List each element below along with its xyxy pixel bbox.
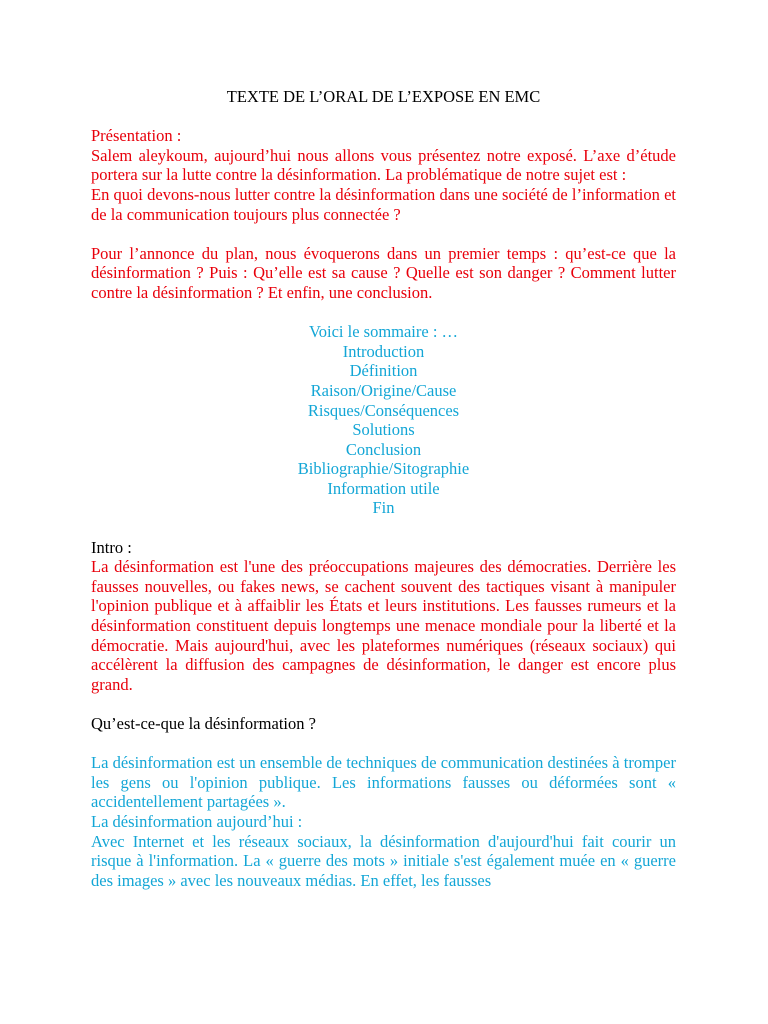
today-subheading: La désinformation aujourd’hui : xyxy=(91,811,303,831)
summary-item: Introduction xyxy=(342,341,425,361)
summary-item: Définition xyxy=(349,361,418,381)
summary-item: Bibliographie/Sitographie xyxy=(297,459,470,479)
summary-item: Fin xyxy=(372,498,395,518)
problematic-paragraph: En quoi devons-nous lutter contre la désinformation dans une société de l’information et de la communication toujours plus connectée ? xyxy=(91,184,676,224)
intro-paragraph: La désinformation est l'une des préoccupations majeures des démocraties. Derrière les fausses nouvelles, ou fakes news, se cachent souvent des tactiques visant à manipuler l'opinion publique et à affaiblir les États et leurs institutions. Les fausses rumeurs et la désinformation constituent depuis longtemps une menace mondiale pour la liberté et la démocratie. Mais aujourd'hui, avec les plateformes numériques (réseaux sociaux) qui accélèrent la diffusion des campagnes de désinformation, le danger est encore plus grand. xyxy=(91,557,676,694)
summary-item: Conclusion xyxy=(345,439,422,459)
document-content xyxy=(91,87,676,890)
summary-item: Solutions xyxy=(352,420,415,440)
plan-paragraph: Pour l’annonce du plan, nous évoquerons dans un premier temps : qu’est-ce que la désinformation ? Puis : Qu’elle est sa cause ? Quelle est son danger ? Comment lutter contre la désinformation ? Et enfin, une conclusion. xyxy=(91,243,676,302)
summary-item: Raison/Origine/Cause xyxy=(310,380,457,400)
intro-heading: Intro : xyxy=(91,537,132,557)
definition-heading: Qu’est-ce-que la désinformation ? xyxy=(91,714,316,733)
summary-list xyxy=(91,322,676,518)
today-paragraph: Avec Internet et les réseaux sociaux, la désinformation d'aujourd'hui fait courir un risque à l'information. La « guerre des mots » initiale s'est également muée en « guerre des images » avec les nouveaux médias. En effet, les fausses xyxy=(91,831,676,890)
document-title: TEXTE DE L’ORAL DE L’EXPOSE EN EMC xyxy=(226,87,541,106)
presentation-heading: Présentation : xyxy=(91,126,182,146)
definition-paragraph: La désinformation est un ensemble de techniques de communication destinées à tromper les gens ou l'opinion publique. Les informations fausses ou déformées sont « accidentellement partagées ». xyxy=(91,753,676,812)
presentation-paragraph: Salem aleykoum, aujourd’hui nous allons vous présentez notre exposé. L’axe d’étude portera sur la lutte contre la désinformation. La problématique de notre sujet est : xyxy=(91,145,676,185)
summary-heading: Voici le sommaire : … xyxy=(308,322,459,342)
summary-item: Risques/Conséquences xyxy=(307,400,460,420)
summary-item: Information utile xyxy=(327,478,440,498)
